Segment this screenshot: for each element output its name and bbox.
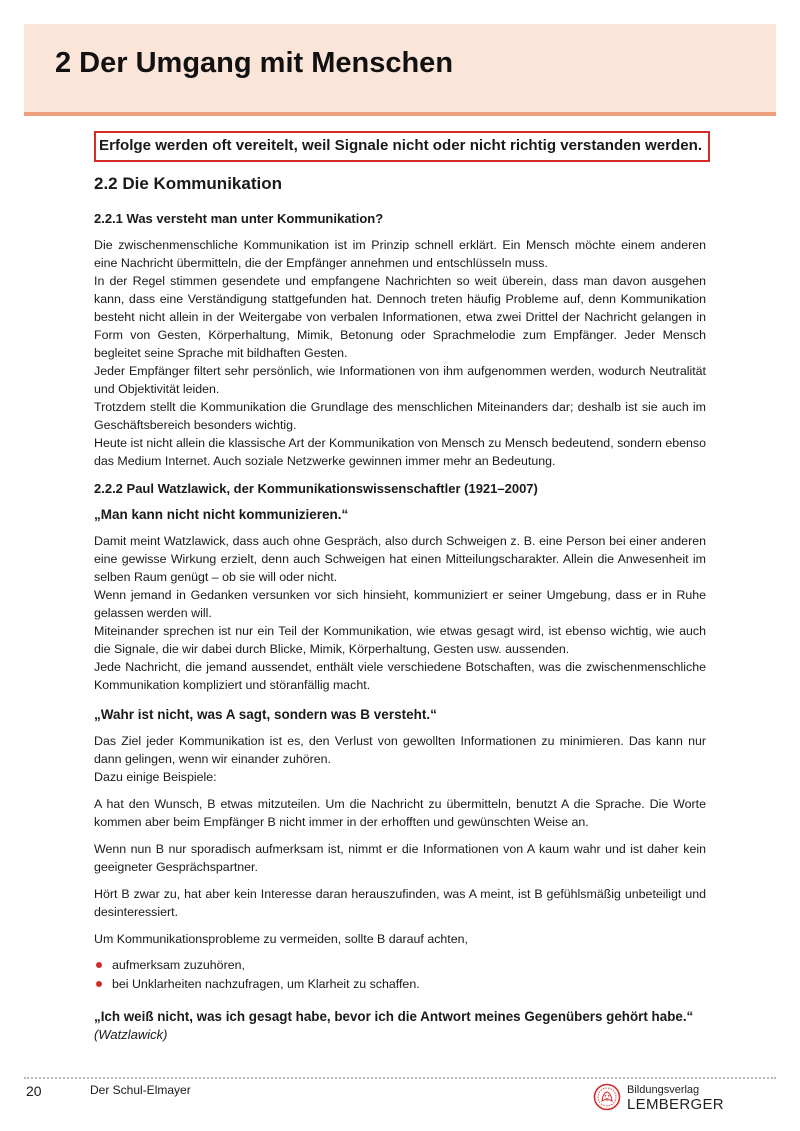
quote-heading-1: „Man kann nicht nicht kommunizieren.“: [94, 507, 349, 522]
paragraph: In der Regel stimmen gesendete und empfangene Nachrichten so weit überein, dass man davon ausgehen kann, dass eine Verständigung stattgefunden hat. Dennoch treten häufig Probleme auf, denn Kommunikation besteht nicht allein in der Weitergabe von verbalen Informationen, etwa zwei Drittel der Nachricht gelangen in Form von Gesten, Körperhaltung, Mimik, Betonung oder Sprachmelodie zum Empfänger. Jeder Mensch begleitet seine Sprache mit bildhaften Gesten.: [94, 274, 706, 360]
example-paragraph: Wenn nun B nur sporadisch aufmerksam ist, nimmt er die Informationen von A kaum wahr und ist daher kein geeigneter Gesprächspartner.: [94, 842, 706, 874]
chapter-title: 2 Der Umgang mit Menschen: [55, 47, 454, 79]
list-item: [94, 975, 706, 994]
paragraph: Miteinander sprechen ist nur ein Teil der Kommunikation, wie etwas gesagt wird, ist ebenso wichtig, wie auch die Signale, die wir dabei durch Blicke, Mimik, Körperhaltung, Gesten usw. aussenden.: [94, 624, 706, 656]
paragraph: Die zwischenmenschliche Kommunikation ist im Prinzip schnell erklärt. Ein Mensch möchte einem anderen eine Nachricht übermitteln, die der Empfänger annehmen und entschlüsseln muss.: [94, 238, 706, 270]
section-title: 2.2 Die Kommunikation: [94, 174, 282, 193]
chapter-header: [24, 24, 776, 112]
quote-2-intro: [94, 732, 706, 786]
main-content: [94, 131, 706, 1043]
paragraph: Heute ist nicht allein die klassische Art der Kommunikation von Mensch zu Mensch bedeutend, sondern ebenso das Medium Internet. Auch soziale Netzwerke gewinnen immer mehr an Bedeutung.: [94, 436, 706, 468]
final-quote: „Ich weiß nicht, was ich gesagt habe, bevor ich die Antwort meines Gegenübers gehört habe.“: [94, 1009, 694, 1024]
paragraph: Jede Nachricht, die jemand aussendet, enthält viele verschiedene Botschaften, was die zwischenmenschliche Kommunikation kompliziert und störanfällig macht.: [94, 660, 706, 692]
book-title: Der Schul-Elmayer: [90, 1083, 191, 1097]
paragraph: Das Ziel jeder Kommunikation ist es, den Verlust von gewollten Informationen zu minimieren. Das kann nur dann gelingen, wenn wir einander zuhören.: [94, 734, 706, 766]
list-item-text: bei Unklarheiten nachzufragen, um Klarheit zu schaffen.: [112, 977, 420, 991]
example-paragraph: Hört B zwar zu, hat aber kein Interesse daran herauszufinden, was A meint, ist B gefühlsmäßig unbeteiligt und desinteressiert.: [94, 887, 706, 919]
paragraph: Dazu einige Beispiele:: [94, 770, 217, 784]
quote-attribution: (Watzlawick): [94, 1027, 168, 1042]
header-rule: [24, 112, 776, 116]
subsection-title-1: 2.2.1 Was versteht man unter Kommunikation?: [94, 211, 384, 226]
paragraph: Jeder Empfänger filtert sehr persönlich, wie Informationen von ihm aufgenommen werden, wodurch Neutralität und Objektivität leiden.: [94, 364, 706, 396]
page-number: 20: [26, 1083, 42, 1099]
subsection-title-2: 2.2.2 Paul Watzlawick, der Kommunikationswissenschaftler (1921–2007): [94, 481, 538, 496]
paragraph: Wenn jemand in Gedanken versunken vor sich hinsieht, kommuniziert er seiner Umgebung, dass er in Ruhe gelassen werden will.: [94, 588, 706, 620]
example-paragraph: A hat den Wunsch, B etwas mitzuteilen. Um die Nachricht zu übermitteln, benutzt A die Sprache. Die Worte kommen aber beim Empfänger B nicht immer in der erhofften und gewünschten Weise an.: [94, 797, 706, 829]
example-paragraph: Um Kommunikationsprobleme zu vermeiden, sollte B darauf achten,: [94, 932, 468, 946]
publisher-name-line1: Bildungsverlag: [627, 1084, 700, 1096]
list-item-text: aufmerksam zuzuhören,: [112, 958, 245, 972]
callout-box: Erfolge werden oft vereitelt, weil Signale nicht oder nicht richtig verstanden werden.: [94, 131, 710, 162]
subsection-2-body: [94, 532, 706, 694]
publisher-logo: [593, 1083, 724, 1113]
list-item: [94, 956, 706, 975]
paragraph: Trotzdem stellt die Kommunikation die Grundlage des menschlichen Miteinanders dar; deshalb ist sie auch im Geschäftsbereich besonders wichtig.: [94, 400, 706, 432]
quote-heading-2: „Wahr ist nicht, was A sagt, sondern was B versteht.“: [94, 707, 437, 722]
bullet-list: [94, 956, 706, 994]
subsection-1-body: [94, 236, 706, 470]
publisher-name-line2: LEMBERGER: [627, 1096, 724, 1113]
bullet-dot-icon: [96, 981, 102, 987]
paragraph: Damit meint Watzlawick, dass auch ohne Gespräch, also durch Schweigen z. B. eine Person bei einer anderen eine gewisse Wirkung erzielt, denn auch Schweigen hat einen Mitteilungscharakter. Allein die Anwesenheit im selben Raum genügt – ob sie will oder nicht.: [94, 534, 706, 584]
bullet-dot-icon: [96, 962, 102, 968]
footer-rule: [24, 1077, 776, 1079]
lion-logo-icon: [593, 1083, 621, 1111]
